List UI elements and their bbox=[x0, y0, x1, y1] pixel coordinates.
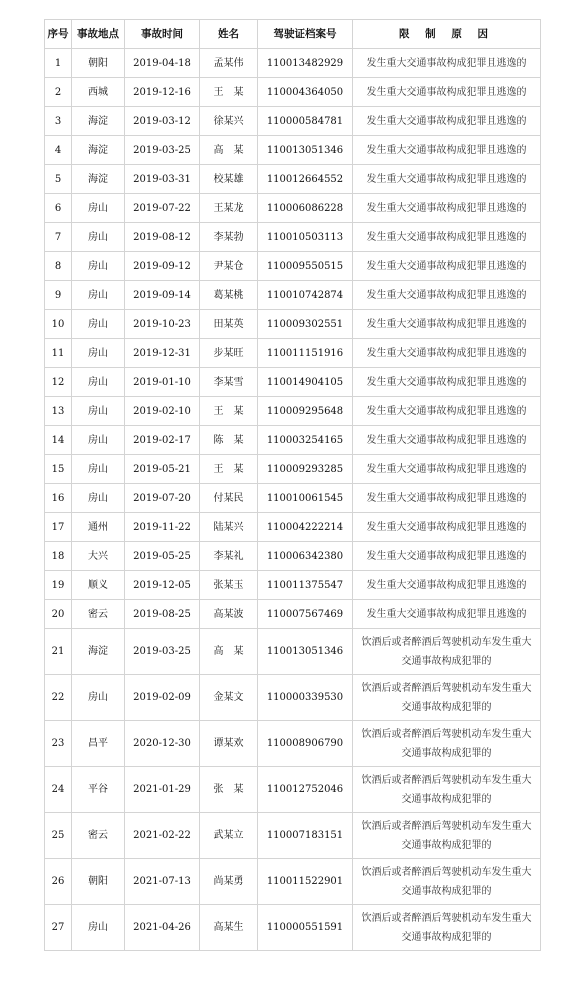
serial-number-cell: 1 bbox=[45, 49, 72, 78]
date-cell: 2019-10-23 bbox=[125, 310, 200, 339]
license-number-cell: 110013051346 bbox=[258, 136, 353, 165]
serial-number-cell: 22 bbox=[45, 675, 72, 721]
table-row bbox=[45, 281, 541, 310]
name-cell: 李某勃 bbox=[200, 223, 258, 252]
table-row bbox=[45, 675, 541, 721]
serial-number-cell: 12 bbox=[45, 368, 72, 397]
license-number-cell: 110009295648 bbox=[258, 397, 353, 426]
serial-number-cell: 2 bbox=[45, 78, 72, 107]
table-row bbox=[45, 78, 541, 107]
date-cell: 2019-02-09 bbox=[125, 675, 200, 721]
table-row bbox=[45, 194, 541, 223]
serial-number-cell: 26 bbox=[45, 859, 72, 905]
restriction-reason-line: 交通事故构成犯罪的 bbox=[401, 885, 492, 897]
serial-number-cell: 11 bbox=[45, 339, 72, 368]
name-cell: 田某英 bbox=[200, 310, 258, 339]
table-row bbox=[45, 542, 541, 571]
restriction-reason-cell: 发生重大交通事故构成犯罪且逃逸的 bbox=[353, 136, 541, 165]
license-number-cell: 110010503113 bbox=[258, 223, 353, 252]
restriction-reason-line: 交通事故构成犯罪的 bbox=[401, 655, 492, 667]
restriction-reason-line: 饮酒后或者醉酒后驾驶机动车发生重大 bbox=[361, 774, 532, 786]
license-number-cell: 110014904105 bbox=[258, 368, 353, 397]
serial-number-cell: 14 bbox=[45, 426, 72, 455]
location-cell: 房山 bbox=[72, 252, 125, 281]
table-row bbox=[45, 513, 541, 542]
restriction-reason-cell bbox=[353, 859, 541, 905]
license-number-cell: 110000584781 bbox=[258, 107, 353, 136]
table-header bbox=[45, 20, 541, 49]
restriction-reason-cell: 发生重大交通事故构成犯罪且逃逸的 bbox=[353, 368, 541, 397]
name-cell: 王 某 bbox=[200, 397, 258, 426]
serial-number-cell: 10 bbox=[45, 310, 72, 339]
name-cell: 孟某伟 bbox=[200, 49, 258, 78]
serial-number-cell: 21 bbox=[45, 629, 72, 675]
location-cell: 房山 bbox=[72, 310, 125, 339]
table-row bbox=[45, 905, 541, 951]
restriction-reason-line: 饮酒后或者醉酒后驾驶机动车发生重大 bbox=[361, 912, 532, 924]
location-cell: 顺义 bbox=[72, 571, 125, 600]
date-cell: 2019-03-25 bbox=[125, 136, 200, 165]
table-row bbox=[45, 600, 541, 629]
restriction-records-table bbox=[44, 19, 541, 951]
table-row bbox=[45, 107, 541, 136]
restriction-reason-cell: 发生重大交通事故构成犯罪且逃逸的 bbox=[353, 455, 541, 484]
serial-number-cell: 24 bbox=[45, 767, 72, 813]
name-cell: 李某礼 bbox=[200, 542, 258, 571]
date-cell: 2019-08-25 bbox=[125, 600, 200, 629]
date-cell: 2019-12-16 bbox=[125, 78, 200, 107]
table-row bbox=[45, 368, 541, 397]
serial-number-cell: 25 bbox=[45, 813, 72, 859]
name-cell: 张 某 bbox=[200, 767, 258, 813]
date-cell: 2019-04-18 bbox=[125, 49, 200, 78]
table-row bbox=[45, 721, 541, 767]
license-number-cell: 110009293285 bbox=[258, 455, 353, 484]
restriction-reason-cell: 发生重大交通事故构成犯罪且逃逸的 bbox=[353, 571, 541, 600]
restriction-reason-cell: 发生重大交通事故构成犯罪且逃逸的 bbox=[353, 310, 541, 339]
license-number-cell: 110000339530 bbox=[258, 675, 353, 721]
location-cell: 昌平 bbox=[72, 721, 125, 767]
header-accident-location: 事故地点 bbox=[72, 20, 125, 49]
serial-number-cell: 8 bbox=[45, 252, 72, 281]
table-row bbox=[45, 455, 541, 484]
restriction-reason-cell bbox=[353, 721, 541, 767]
restriction-reason-cell: 发生重大交通事故构成犯罪且逃逸的 bbox=[353, 426, 541, 455]
restriction-reason-line: 饮酒后或者醉酒后驾驶机动车发生重大 bbox=[361, 728, 532, 740]
location-cell: 房山 bbox=[72, 426, 125, 455]
location-cell: 房山 bbox=[72, 905, 125, 951]
location-cell: 房山 bbox=[72, 397, 125, 426]
restriction-reason-cell: 发生重大交通事故构成犯罪且逃逸的 bbox=[353, 252, 541, 281]
table-row bbox=[45, 339, 541, 368]
license-number-cell: 110011375547 bbox=[258, 571, 353, 600]
license-number-cell: 110011151916 bbox=[258, 339, 353, 368]
location-cell: 房山 bbox=[72, 223, 125, 252]
serial-number-cell: 7 bbox=[45, 223, 72, 252]
header-license-file-number: 驾驶证档案号 bbox=[258, 20, 353, 49]
date-cell: 2019-05-21 bbox=[125, 455, 200, 484]
table-row bbox=[45, 310, 541, 339]
table-row bbox=[45, 136, 541, 165]
license-number-cell: 110000551591 bbox=[258, 905, 353, 951]
restriction-reason-cell: 发生重大交通事故构成犯罪且逃逸的 bbox=[353, 223, 541, 252]
serial-number-cell: 6 bbox=[45, 194, 72, 223]
restriction-reason-cell: 发生重大交通事故构成犯罪且逃逸的 bbox=[353, 281, 541, 310]
date-cell: 2019-03-31 bbox=[125, 165, 200, 194]
header-restriction-reason: 限 制 原 因 bbox=[353, 20, 541, 49]
restriction-reason-line: 交通事故构成犯罪的 bbox=[401, 931, 492, 943]
name-cell: 尹某仓 bbox=[200, 252, 258, 281]
name-cell: 陆某兴 bbox=[200, 513, 258, 542]
restriction-reason-line: 交通事故构成犯罪的 bbox=[401, 747, 492, 759]
location-cell: 海淀 bbox=[72, 107, 125, 136]
restriction-reason-cell bbox=[353, 767, 541, 813]
table-row bbox=[45, 767, 541, 813]
restriction-reason-line: 饮酒后或者醉酒后驾驶机动车发生重大 bbox=[361, 636, 532, 648]
date-cell: 2019-12-05 bbox=[125, 571, 200, 600]
restriction-reason-cell: 发生重大交通事故构成犯罪且逃逸的 bbox=[353, 397, 541, 426]
restriction-reason-line: 交通事故构成犯罪的 bbox=[401, 793, 492, 805]
table-body bbox=[45, 49, 541, 951]
serial-number-cell: 4 bbox=[45, 136, 72, 165]
table-row bbox=[45, 252, 541, 281]
date-cell: 2021-07-13 bbox=[125, 859, 200, 905]
name-cell: 高某生 bbox=[200, 905, 258, 951]
location-cell: 房山 bbox=[72, 675, 125, 721]
name-cell: 陈 某 bbox=[200, 426, 258, 455]
name-cell: 王 某 bbox=[200, 455, 258, 484]
date-cell: 2020-12-30 bbox=[125, 721, 200, 767]
location-cell: 房山 bbox=[72, 339, 125, 368]
date-cell: 2019-12-31 bbox=[125, 339, 200, 368]
location-cell: 房山 bbox=[72, 368, 125, 397]
location-cell: 通州 bbox=[72, 513, 125, 542]
license-number-cell: 110008906790 bbox=[258, 721, 353, 767]
license-number-cell: 110012752046 bbox=[258, 767, 353, 813]
license-number-cell: 110013482929 bbox=[258, 49, 353, 78]
serial-number-cell: 23 bbox=[45, 721, 72, 767]
name-cell: 校某雄 bbox=[200, 165, 258, 194]
name-cell: 付某民 bbox=[200, 484, 258, 513]
license-number-cell: 110006342380 bbox=[258, 542, 353, 571]
date-cell: 2019-09-14 bbox=[125, 281, 200, 310]
license-number-cell: 110004222214 bbox=[258, 513, 353, 542]
license-number-cell: 110004364050 bbox=[258, 78, 353, 107]
name-cell: 张某玉 bbox=[200, 571, 258, 600]
table-row bbox=[45, 426, 541, 455]
license-number-cell: 110007183151 bbox=[258, 813, 353, 859]
restriction-reason-cell: 发生重大交通事故构成犯罪且逃逸的 bbox=[353, 542, 541, 571]
location-cell: 海淀 bbox=[72, 629, 125, 675]
table-row bbox=[45, 859, 541, 905]
license-number-cell: 110003254165 bbox=[258, 426, 353, 455]
date-cell: 2019-07-22 bbox=[125, 194, 200, 223]
location-cell: 平谷 bbox=[72, 767, 125, 813]
location-cell: 密云 bbox=[72, 813, 125, 859]
license-number-cell: 110013051346 bbox=[258, 629, 353, 675]
table-row bbox=[45, 49, 541, 78]
table-row bbox=[45, 571, 541, 600]
serial-number-cell: 16 bbox=[45, 484, 72, 513]
date-cell: 2019-03-25 bbox=[125, 629, 200, 675]
date-cell: 2021-04-26 bbox=[125, 905, 200, 951]
table-row bbox=[45, 629, 541, 675]
license-number-cell: 110010061545 bbox=[258, 484, 353, 513]
restriction-reason-line: 交通事故构成犯罪的 bbox=[401, 839, 492, 851]
name-cell: 葛某桃 bbox=[200, 281, 258, 310]
serial-number-cell: 18 bbox=[45, 542, 72, 571]
restriction-reason-cell: 发生重大交通事故构成犯罪且逃逸的 bbox=[353, 484, 541, 513]
location-cell: 房山 bbox=[72, 455, 125, 484]
date-cell: 2019-01-10 bbox=[125, 368, 200, 397]
restriction-reason-cell: 发生重大交通事故构成犯罪且逃逸的 bbox=[353, 600, 541, 629]
restriction-reason-cell: 发生重大交通事故构成犯罪且逃逸的 bbox=[353, 513, 541, 542]
table-row bbox=[45, 397, 541, 426]
name-cell: 王某龙 bbox=[200, 194, 258, 223]
restriction-reason-line: 饮酒后或者醉酒后驾驶机动车发生重大 bbox=[361, 866, 532, 878]
date-cell: 2019-02-10 bbox=[125, 397, 200, 426]
date-cell: 2019-07-20 bbox=[125, 484, 200, 513]
date-cell: 2019-09-12 bbox=[125, 252, 200, 281]
restriction-reason-cell bbox=[353, 813, 541, 859]
location-cell: 房山 bbox=[72, 484, 125, 513]
name-cell: 尚某勇 bbox=[200, 859, 258, 905]
license-number-cell: 110009550515 bbox=[258, 252, 353, 281]
table-row bbox=[45, 165, 541, 194]
date-cell: 2019-02-17 bbox=[125, 426, 200, 455]
serial-number-cell: 27 bbox=[45, 905, 72, 951]
name-cell: 谭某欢 bbox=[200, 721, 258, 767]
serial-number-cell: 15 bbox=[45, 455, 72, 484]
date-cell: 2019-08-12 bbox=[125, 223, 200, 252]
date-cell: 2021-01-29 bbox=[125, 767, 200, 813]
license-number-cell: 110012664552 bbox=[258, 165, 353, 194]
location-cell: 密云 bbox=[72, 600, 125, 629]
table-row bbox=[45, 813, 541, 859]
restriction-reason-cell: 发生重大交通事故构成犯罪且逃逸的 bbox=[353, 339, 541, 368]
restriction-reason-cell bbox=[353, 629, 541, 675]
location-cell: 朝阳 bbox=[72, 859, 125, 905]
name-cell: 李某雪 bbox=[200, 368, 258, 397]
table-row bbox=[45, 484, 541, 513]
license-number-cell: 110010742874 bbox=[258, 281, 353, 310]
restriction-reason-cell: 发生重大交通事故构成犯罪且逃逸的 bbox=[353, 49, 541, 78]
restriction-reason-cell bbox=[353, 675, 541, 721]
location-cell: 房山 bbox=[72, 281, 125, 310]
serial-number-cell: 20 bbox=[45, 600, 72, 629]
name-cell: 金某文 bbox=[200, 675, 258, 721]
header-serial-number: 序号 bbox=[45, 20, 72, 49]
date-cell: 2019-03-12 bbox=[125, 107, 200, 136]
location-cell: 房山 bbox=[72, 194, 125, 223]
header-name: 姓名 bbox=[200, 20, 258, 49]
serial-number-cell: 13 bbox=[45, 397, 72, 426]
name-cell: 王 某 bbox=[200, 78, 258, 107]
license-number-cell: 110009302551 bbox=[258, 310, 353, 339]
name-cell: 高 某 bbox=[200, 136, 258, 165]
location-cell: 西城 bbox=[72, 78, 125, 107]
serial-number-cell: 19 bbox=[45, 571, 72, 600]
restriction-reason-cell: 发生重大交通事故构成犯罪且逃逸的 bbox=[353, 194, 541, 223]
name-cell: 武某立 bbox=[200, 813, 258, 859]
table-row bbox=[45, 223, 541, 252]
restriction-reason-line: 饮酒后或者醉酒后驾驶机动车发生重大 bbox=[361, 820, 532, 832]
date-cell: 2021-02-22 bbox=[125, 813, 200, 859]
serial-number-cell: 3 bbox=[45, 107, 72, 136]
restriction-reason-cell bbox=[353, 905, 541, 951]
location-cell: 朝阳 bbox=[72, 49, 125, 78]
header-row bbox=[45, 20, 541, 49]
license-number-cell: 110007567469 bbox=[258, 600, 353, 629]
serial-number-cell: 9 bbox=[45, 281, 72, 310]
date-cell: 2019-05-25 bbox=[125, 542, 200, 571]
restriction-reason-line: 交通事故构成犯罪的 bbox=[401, 701, 492, 713]
header-accident-date: 事故时间 bbox=[125, 20, 200, 49]
license-number-cell: 110006086228 bbox=[258, 194, 353, 223]
serial-number-cell: 5 bbox=[45, 165, 72, 194]
serial-number-cell: 17 bbox=[45, 513, 72, 542]
name-cell: 徐某兴 bbox=[200, 107, 258, 136]
restriction-reason-cell: 发生重大交通事故构成犯罪且逃逸的 bbox=[353, 78, 541, 107]
date-cell: 2019-11-22 bbox=[125, 513, 200, 542]
restriction-reason-cell: 发生重大交通事故构成犯罪且逃逸的 bbox=[353, 165, 541, 194]
name-cell: 步某旺 bbox=[200, 339, 258, 368]
name-cell: 高某波 bbox=[200, 600, 258, 629]
license-number-cell: 110011522901 bbox=[258, 859, 353, 905]
location-cell: 海淀 bbox=[72, 136, 125, 165]
location-cell: 海淀 bbox=[72, 165, 125, 194]
restriction-reason-line: 饮酒后或者醉酒后驾驶机动车发生重大 bbox=[361, 682, 532, 694]
name-cell: 高 某 bbox=[200, 629, 258, 675]
location-cell: 大兴 bbox=[72, 542, 125, 571]
restriction-reason-cell: 发生重大交通事故构成犯罪且逃逸的 bbox=[353, 107, 541, 136]
